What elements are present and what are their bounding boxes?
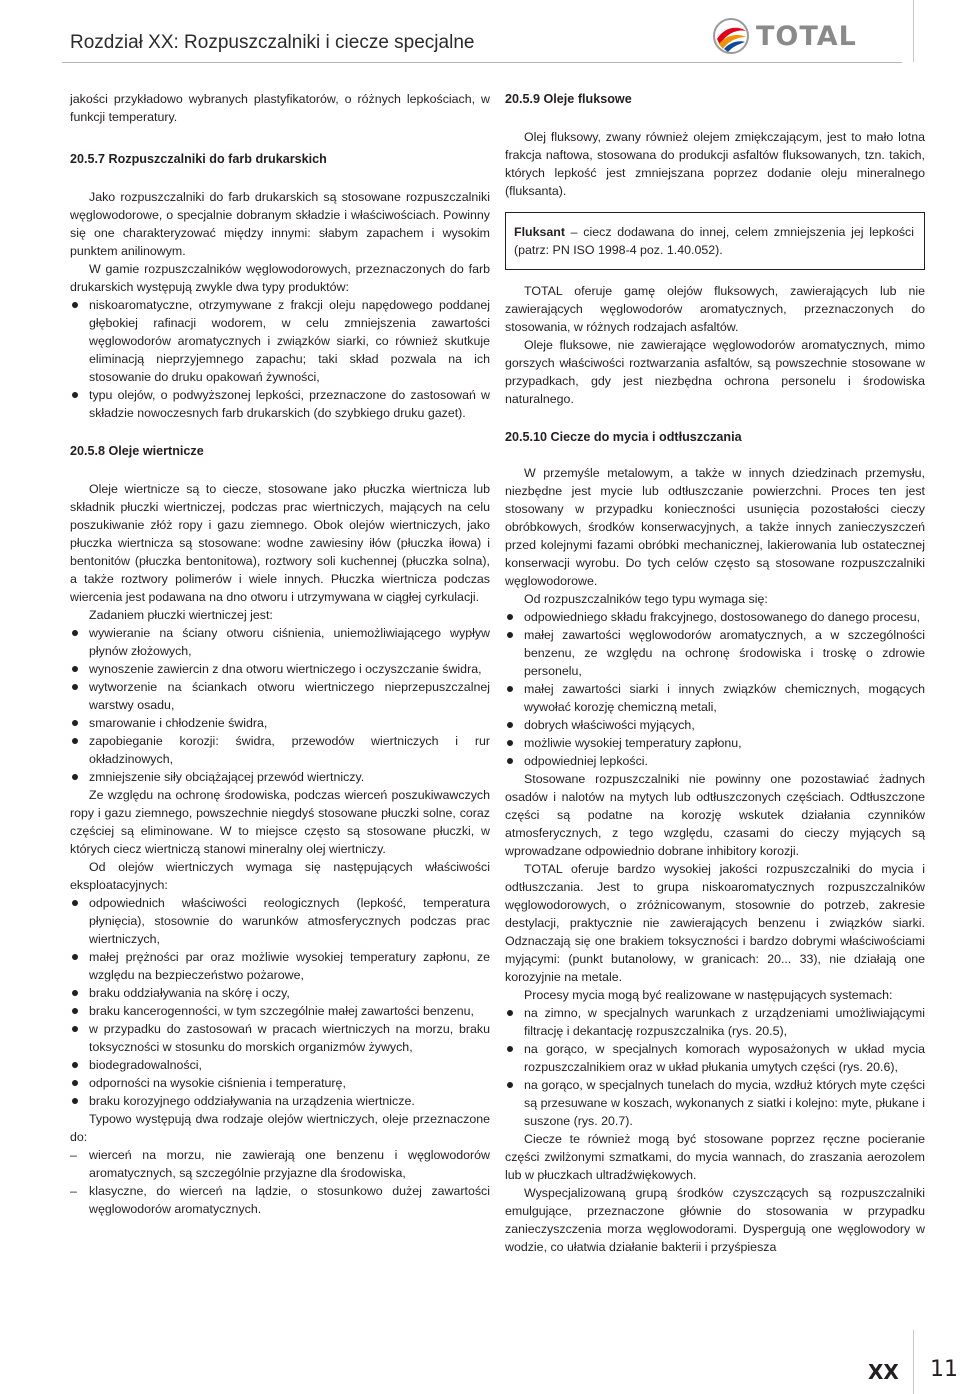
header-divider <box>62 62 902 63</box>
list-item: możliwie wysokiej temperatury zapłonu, <box>505 734 925 752</box>
section-20-5-10-paragraph: TOTAL oferuje bardzo wysokiej jakości rozpuszczalniki do mycia i odtłuszczania. Jest to grupa niskoaromatycznych rozpuszczalników węglowodorowych, o zróżnicowanym, stosownie do potrzeb, zakresie destylacji, praktycznie nie zawierających benzenu i związków siarki. Odznaczają się one brakiem toksyczności i bardzo dobrymi właściwościami myjącymi: (punkt butanolowy, w granicach: 20... 33), nie działają one korozyjnie na metale. <box>505 862 925 984</box>
section-20-5-8-paragraph: Ze względu na ochronę środowiska, podczas wierceń poszukiwawczych ropy i gazu ziemnego, powszechnie niegdyś stosowane płuczki solne, coraz częściej są eliminowane. W to miejsce często są stosowane płuczki, w których ciecz wiertniczą stanowi mineralny olej wiertniczy. <box>70 788 490 856</box>
total-logo-icon <box>712 17 750 55</box>
section-20-5-9-paragraph: Oleje fluksowe, nie zawierające węglowodorów aromatycznych, mimo gorszych właściwości roztwarzania asfaltów, są powszechnie stosowane w przypadkach, gdy jest niezbędna ochrona personelu i środowiska naturalnego. <box>505 338 925 406</box>
definition-text: – ciecz dodawana do innej, celem zmniejszenia jej lepkości (patrz: PN ISO 1998-4 poz. 1.40.052). <box>514 225 914 257</box>
list-item: małej zawartości węglowodorów aromatycznych, a w szczególności benzenu, ze względu na ochronę środowiska i troskę o zdrowie personelu, <box>505 626 925 680</box>
section-20-5-8-paragraph: Zadaniem płuczki wiertniczej jest: <box>89 608 273 622</box>
list-item: odporności na wysokie ciśnienia i temperaturę, <box>70 1074 490 1092</box>
list-item: typu olejów, o podwyższonej lepkości, przeznaczone do zastosowań w składzie nowoczesnych farb drukarskich (do szybkiego druku gazet). <box>70 386 490 422</box>
chapter-mark: XX <box>868 1360 899 1384</box>
left-column <box>70 90 490 1218</box>
list-item: małej prężności par oraz możliwie wysokiej temperatury zapłonu, ze względu na bezpieczeństwo pożarowe, <box>70 948 490 984</box>
total-logo <box>712 16 892 56</box>
bullet-list <box>70 624 490 786</box>
list-item: odpowiedniego składu frakcyjnego, dostosowanego do danego procesu, <box>505 608 925 626</box>
list-item: odpowiednich właściwości reologicznych (lepkość, temperatura płynięcia), stosownie do warunków atmosferycznych podczas prac wiertniczych, <box>70 894 490 948</box>
section-20-5-10-paragraph: Wyspecjalizowaną grupą środków czyszczących są rozpuszczalniki emulgujące, przeznaczone głównie do stosowania w przypadku zanieczyszczenia morza węglowodorami. Dyspergują one węglowodory w wodzie, co ułatwia działanie bakterii i przyśpiesza <box>505 1186 925 1254</box>
section-20-5-8-paragraph: Typowo występują dwa rodzaje olejów wiertniczych, oleje przeznaczone do: <box>70 1112 490 1144</box>
page-title: Rozdział XX: Rozpuszczalniki i ciecze specjalne <box>70 32 475 53</box>
list-item: braku korozyjnego oddziaływania na urządzenia wiertnicze. <box>70 1092 490 1110</box>
section-20-5-10-paragraph: W przemyśle metalowym, a także w innych dziedzinach przemysłu, niezbędne jest mycie lub odtłuszczanie powierzchni. Proces ten jest stosowany w przypadku konieczności usunięcia pozostałości cieczy obróbkowych, środków konserwacyjnych, a także innych zanieczyszczeń przed kolejnymi fazami obróbki mechanicznej, lakierowania lub ostatecznej konserwacji wyrobu. Do tych celów często są stosowane rozpuszczalniki węglowodorowe. <box>505 466 925 588</box>
list-item: na gorąco, w specjalnych tunelach do mycia, wzdłuż których myte części są przesuwane w koszach, wykonanych z siatki i kolejno: myte, płukane i suszone (rys. 20.7). <box>505 1076 925 1130</box>
list-item: smarowanie i chłodzenie świdra, <box>70 714 490 732</box>
footer-divider <box>913 1330 914 1394</box>
list-item: w przypadku do zastosowań w pracach wiertniczych na morzu, braku toksyczności w stosunku do morskich organizmów żywych, <box>70 1020 490 1056</box>
bullet-list <box>70 296 490 422</box>
bullet-list <box>505 1004 925 1130</box>
section-20-5-8-paragraph: Oleje wiertnicze są to ciecze, stosowane jako płuczka wiertnicza lub składnik płuczki wiertniczej, podczas prac wiertniczych, mających na celu poszukiwanie złóż ropy i gazu ziemnego. Obok olejów wiertniczych, jako płuczka wiertnicza są stosowane: wodne zawiesiny iłów (płuczka iłowa) i bentonitów (płuczka bentonitowa), roztwory soli kuchennej (płuczka solna), a także roztwory polimerów i wiele innych. Płuczka wiertnicza podczas wiercenia jest podawana na dno otworu i utrzymywana w ciągłej cyrkulacji. <box>70 482 490 604</box>
header-edge-divider <box>913 0 914 62</box>
list-item: dobrych właściwości myjących, <box>505 716 925 734</box>
section-20-5-8-paragraph: Od olejów wiertniczych wymaga się następujących właściwości eksploatacyjnych: <box>70 860 490 892</box>
definition-term: Fluksant <box>514 225 565 239</box>
section-20-5-10-paragraph: Od rozpuszczalników tego typu wymaga się: <box>524 592 768 606</box>
list-item: na gorąco, w specjalnych komorach wyposażonych w układ mycia rozpuszczalnikiem oraz w układ płukania umytych części (rys. 20.6), <box>505 1040 925 1076</box>
list-item: wynoszenie zawiercin z dna otworu wiertniczego i oczyszczanie świdra, <box>70 660 490 678</box>
section-20-5-10-paragraph: Stosowane rozpuszczalniki nie powinny one pozostawiać żadnych osadów i nalotów na mytych lub odtłuszczonych częściach. Odtłuszczone części są podatne na korozję wskutek działania czynników atmosferycznych, z tego względu, czasami do cieczy myjących są wprowadzane odpowiednio dobrane inhibitory korozji. <box>505 772 925 858</box>
definition-box <box>505 212 925 270</box>
right-column <box>505 90 925 1256</box>
list-item: małej zawartości siarki i innych związków chemicznych, mogących wywołać korozję chemiczną metali, <box>505 680 925 716</box>
list-item: – klasyczne, do wierceń na lądzie, o stosunkowo dużej zawartości węglowodorów aromatycznych. <box>70 1182 490 1218</box>
page-number: 11 <box>930 1357 958 1382</box>
section-20-5-10-paragraph: Procesy mycia mogą być realizowane w następujących systemach: <box>524 988 893 1002</box>
bullet-list <box>70 894 490 1110</box>
logo-wordmark: TOTAL <box>756 20 857 52</box>
list-item: zapobieganie korozji: świdra, przewodów wiertniczych i rur okładzinowych, <box>70 732 490 768</box>
section-20-5-9-heading: 20.5.9 Oleje fluksowe <box>505 92 632 106</box>
section-20-5-9-paragraph: TOTAL oferuje gamę olejów fluksowych, zawierających lub nie zawierających węglowodorów aromatycznych, przeznaczonych do stosowania, w różnych rodzajach asfaltów. <box>505 284 925 334</box>
section-20-5-7-heading: 20.5.7 Rozpuszczalniki do farb drukarskich <box>70 152 327 166</box>
list-item: wywieranie na ściany otworu ciśnienia, uniemożliwiającego wypływ płynów złożowych, <box>70 624 490 660</box>
list-item: – wierceń na morzu, nie zawierają one benzenu i węglowodorów aromatycznych, są szczególnie przyjazne dla środowiska, <box>70 1146 490 1182</box>
section-20-5-7-paragraph: W gamie rozpuszczalników węglowodorowych, przeznaczonych do farb drukarskich występują zwykle dwa typy produktów: <box>70 262 490 294</box>
section-20-5-10-paragraph: Ciecze te również mogą być stosowane poprzez ręczne pocieranie części zwilżonymi szmatkami, do mycia wannach, do zraszania aerozolem lub w płuczkach ultradźwiękowych. <box>505 1132 925 1182</box>
section-20-5-9-paragraph: Olej fluksowy, zwany również olejem zmiękczającym, jest to mało lotna frakcja naftowa, stosowana do produkcji asfaltów fluksowanych, tzn. takich, których lepkość jest zmniejszana poprzez dodanie oleju mineralnego (fluksanta). <box>505 130 925 198</box>
bullet-list <box>505 608 925 770</box>
section-20-5-8-heading: 20.5.8 Oleje wiertnicze <box>70 444 204 458</box>
list-item: zmniejszenie siły obciążającej przewód wiertniczy. <box>70 768 490 786</box>
dash-list <box>70 1146 490 1218</box>
list-item: wytworzenie na ściankach otworu wiertniczego nieprzepuszczalnej warstwy osadu, <box>70 678 490 714</box>
intro-paragraph: jakości przykładowo wybranych plastyfikatorów, o różnych lepkościach, w funkcji temperatury. <box>70 92 490 124</box>
list-item: na zimno, w specjalnych warunkach z urządzeniami umożliwiającymi filtrację i dekantację rozpuszczalnika (rys. 20.5), <box>505 1004 925 1040</box>
list-item: niskoaromatyczne, otrzymywane z frakcji oleju napędowego poddanej głębokiej rafinacji wodorem, w celu zmniejszenia zawartości węglowodorów aromatycznych i związków siarki, co również skutkuje eliminacją nieprzyjemnego zapachu; taki skład pozwala na ich stosowanie do druku opakowań żywności, <box>70 296 490 386</box>
section-20-5-10-heading: 20.5.10 Ciecze do mycia i odtłuszczania <box>505 430 742 444</box>
list-item: biodegradowalności, <box>70 1056 490 1074</box>
list-item: odpowiedniej lepkości. <box>505 752 925 770</box>
section-20-5-7-paragraph: Jako rozpuszczalniki do farb drukarskich są stosowane rozpuszczalniki węglowodorowe, o specjalnie dobranym składzie i właściwościach. Powinny się one charakteryzować między innymi: słabym zapachem i wysokim punktem anilinowym. <box>70 190 490 258</box>
list-item: braku oddziaływania na skórę i oczy, <box>70 984 490 1002</box>
list-item: braku kancerogenności, w tym szczególnie małej zawartości benzenu, <box>70 1002 490 1020</box>
